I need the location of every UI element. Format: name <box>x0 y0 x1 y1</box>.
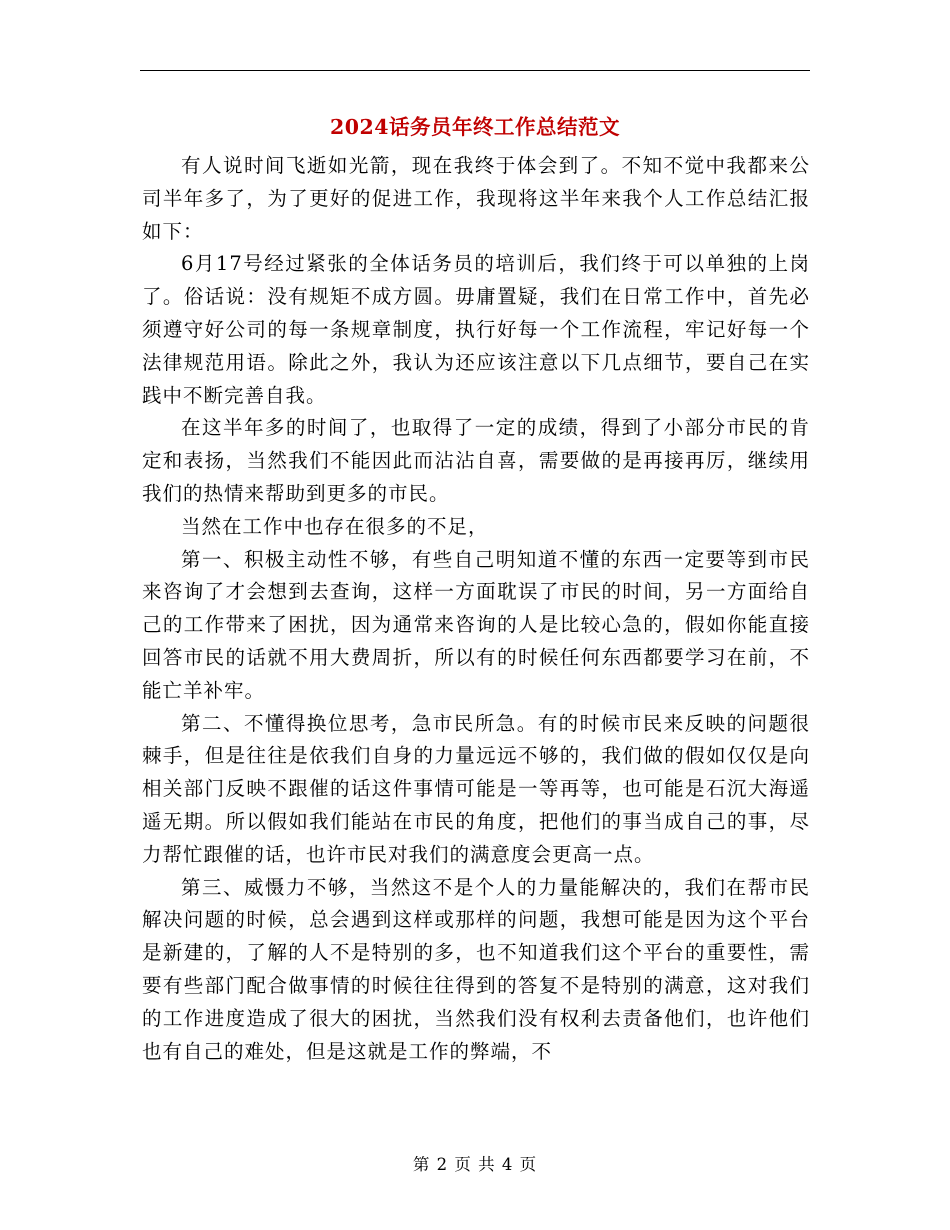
paragraph-shortcomings-intro: 当然在工作中也存在很多的不足， <box>181 514 489 538</box>
paragraph-point-three: 第三、威慑力不够，当然这不是个人的力量能解决的，我们在帮市民解决问题的时候，总会遇到这样或那样的问题，我想可能是因为这个平台是新建的，了解的人不是特别的多，也不知道我们这个平台的重要性，需要有些部门配合做事情的时候往往得到的答复不是特别的满意，这对我们的工作进度造成了很大的困扰，当然我们没有权利去责备他们，也许他们也有自己的难处，但是这就是工作的弊端，不 <box>142 875 810 1063</box>
document-title: 2024话务员年终工作总结范文 <box>329 115 621 139</box>
paragraph-training: 6月17号经过紧张的全体话务员的培训后，我们终于可以单独的上岗了。俗话说：没有规矩不成方圆。毋庸置疑，我们在日常工作中，首先必须遵守好公司的每一条规章制度，执行好每一个工作流程，牢记好每一个法律规范用语。除此之外，我认为还应该注意以下几点细节，要自己在实践中不断完善自我。 <box>142 252 810 407</box>
paragraph-intro: 有人说时间飞逝如光箭，现在我终于体会到了。不知不觉中我都来公司半年多了，为了更好的促进工作，我现将这半年来我个人工作总结汇报如下： <box>142 154 810 243</box>
paragraph-achievements: 在这半年多的时间了，也取得了一定的成绩，得到了小部分市民的肯定和表扬，当然我们不能因此而沾沾自喜，需要做的是再接再厉，继续用我们的热情来帮助到更多的市民。 <box>142 416 810 505</box>
paragraph-point-one: 第一、积极主动性不够，有些自己明知道不懂的东西一定要等到市民来咨询了才会想到去查询，这样一方面耽误了市民的时间，另一方面给自己的工作带来了困扰，因为通常来咨询的人是比较心急的，假如你能直接回答市民的话就不用大费周折，所以有的时候任何东西都要学习在前，不能亡羊补牢。 <box>142 547 810 702</box>
page-number-footer: 第 2 页 共 4 页 <box>412 1155 538 1174</box>
header-rule <box>140 70 810 71</box>
document-body <box>142 150 810 1068</box>
paragraph-point-two: 第二、不懂得换位思考，急市民所急。有的时候市民来反映的问题很棘手，但是往往是依我们自身的力量远远不够的，我们做的假如仅仅是向相关部门反映不跟催的话这件事情可能是一等再等，也可能是石沉大海遥遥无期。所以假如我们能站在市民的角度，把他们的事当成自己的事，尽力帮忙跟催的话，也许市民对我们的满意度会更高一点。 <box>142 711 810 866</box>
